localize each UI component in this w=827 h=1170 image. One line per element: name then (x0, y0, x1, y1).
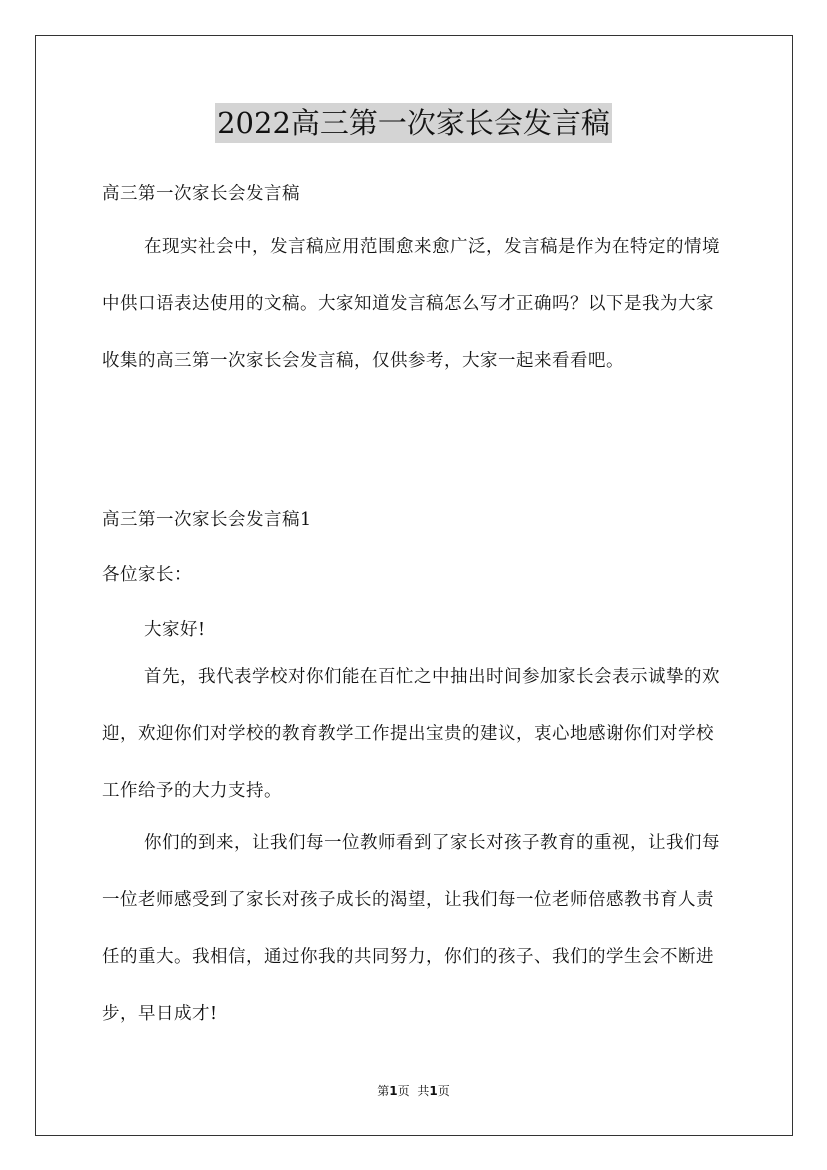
page-number-suffix: 页 (397, 1084, 410, 1098)
document-title: 2022高三第一次家长会发言稿 (215, 103, 612, 143)
section-heading: 高三第一次家长会发言稿1 (102, 510, 312, 530)
page-footer (0, 1083, 827, 1099)
salutation: 各位家长： (102, 565, 192, 585)
total-pages-prefix: 共 (417, 1084, 430, 1098)
body-paragraph-1: 首先，我代表学校对你们能在百忙之中抽出时间参加家长会表示诚挚的欢迎，欢迎你们对学校的教育教学工作提出宝贵的建议，衷心地感谢你们对学校工作给予的大力支持。 (102, 667, 720, 801)
title-container (0, 103, 827, 143)
total-pages-count: 1 (429, 1084, 438, 1098)
intro-paragraph: 在现实社会中，发言稿应用范围愈来愈广泛，发言稿是作为在特定的情境中供口语表达使用的文稿。大家知道发言稿怎么写才正确吗？以下是我为大家收集的高三第一次家长会发言稿，仅供参考，大家一起来看看吧。 (102, 237, 720, 371)
greeting: 大家好! (144, 620, 206, 640)
page-number-prefix: 第 (377, 1084, 390, 1098)
page-number-current: 1 (389, 1084, 398, 1098)
document-subtitle: 高三第一次家长会发言稿 (102, 184, 300, 204)
body-paragraph-2: 你们的到来，让我们每一位教师看到了家长对孩子教育的重视，让我们每一位老师感受到了家长对孩子成长的渴望，让我们每一位老师倍感教书育人责任的重大。我相信，通过你我的共同努力，你们的孩子、我们的学生会不断进步，早日成才! (102, 833, 720, 1024)
total-pages-suffix: 页 (437, 1084, 450, 1098)
